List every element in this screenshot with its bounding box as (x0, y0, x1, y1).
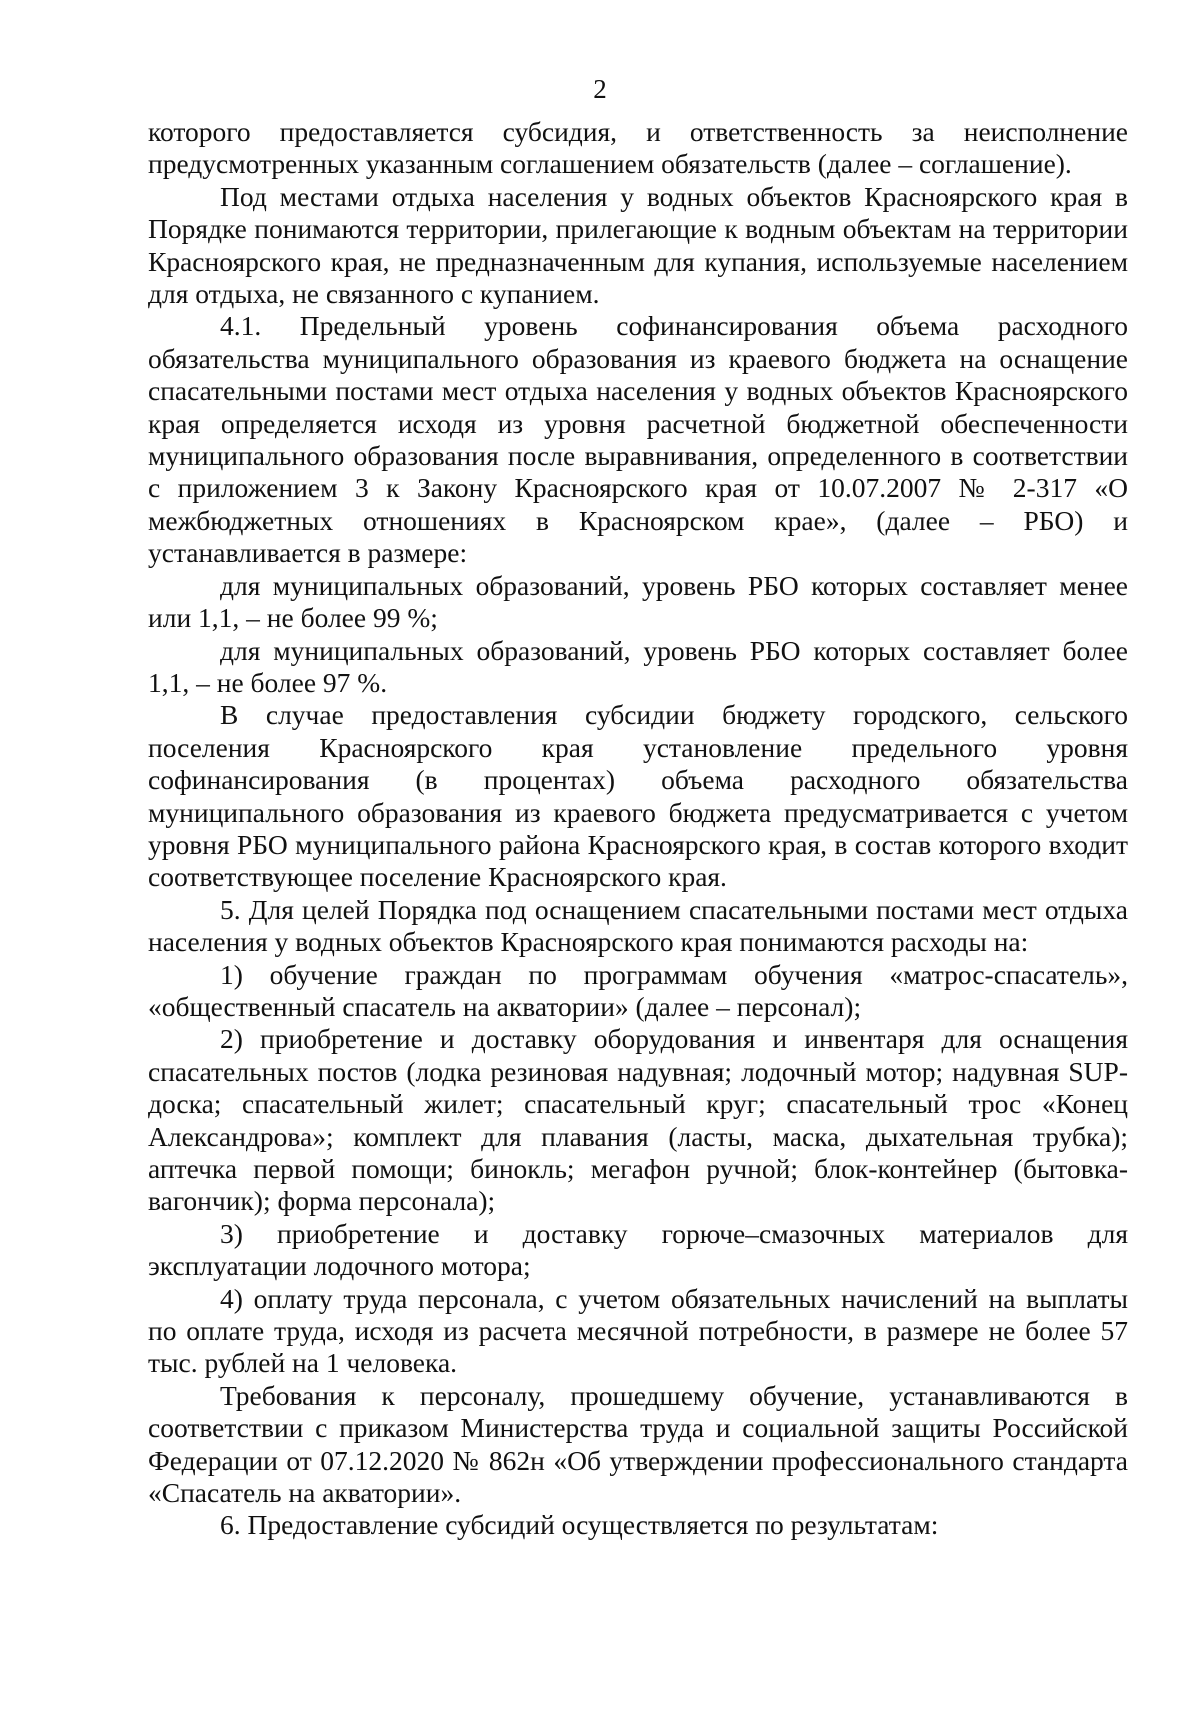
page-number: 2 (593, 74, 607, 104)
paragraph-4-1: 4.1. Предельный уровень софинансирования объема расходного обязательства муниципального образования из краевого бюджета на оснащение спасательными постами мест отдыха населения у водных объектов Красноярского края определяется исходя из уровня расчетной бюджетной обеспеченности муниципального образования после выравнивания, определенного в соответствии с приложением 3 к Закону Красноярского края от 10.07.2007 № 2-317 «О межбюджетных отношениях в Красноярском крае», (далее – РБО) и устанавливается в размере: (148, 310, 1128, 569)
list-item-4: 4) оплату труда персонала, с учетом обязательных начислений на выплаты по оплате труда, исходя из расчета месячной потребности, в размере не более 57 тыс. рублей на 1 человека. (148, 1282, 1128, 1379)
paragraph-settlement-case: В случае предоставления субсидии бюджету городского, сельского поселения Красноярского края установление предельного уровня софинансирования (в процентах) объема расходного обязательства муниципального образования из краевого бюджета предусматривается с учетом уровня РБО муниципального района Красноярского края, в состав которого входит соответствующее поселение Красноярского края. (148, 699, 1128, 893)
paragraph-6: 6. Предоставление субсидий осуществляется по результатам: (220, 1509, 939, 1541)
paragraph-rbo-below: для муниципальных образований, уровень РБО которых составляет менее или 1,1, – не более 99 %; (148, 569, 1128, 634)
list-item-2: 2) приобретение и доставку оборудования и инвентаря для оснащения спасательных постов (лодка резиновая надувная; лодочный мотор; надувная SUP-доска; спасательный жилет; спасательный круг; спасательный трос «Конец Александрова»; комплект для плавания (ласты, маска, дыхательная трубка); аптечка первой помощи; бинокль; мегафон ручной; блок-контейнер (бытовка-вагончик); форма персонала); (148, 1023, 1128, 1217)
list-item-3: 3) приобретение и доставку горюче–смазочных материалов для эксплуатации лодочного мотора; (148, 1217, 1128, 1282)
paragraph-5: 5. Для целей Порядка под оснащением спасательными постами мест отдыха населения у водных объектов Красноярского края понимаются расходы на: (148, 893, 1128, 958)
paragraph-continuation: которого предоставляется субсидия, и ответственность за неисполнение предусмотренных указанным соглашением обязательств (далее – соглашение). (148, 116, 1128, 180)
document-body (148, 116, 1128, 1542)
list-item-1: 1) обучение граждан по программам обучения «матрос-спасатель», «общественный спасатель на акватории» (далее – персонал); (148, 958, 1128, 1022)
paragraph-rbo-above: для муниципальных образований, уровень РБО которых составляет более 1,1, – не более 97 %. (148, 634, 1128, 698)
paragraph-rest-areas-definition: Под местами отдыха населения у водных объектов Красноярского края в Порядке понимаются территории, прилегающие к водным объектам на территории Красноярского края, не предназначенным для купания, используемые населением для отдыха, не связанного с купанием. (148, 180, 1128, 310)
paragraph-staff-requirements: Требования к персоналу, прошедшему обучение, устанавливаются в соответствии с приказом Министерства труда и социальной защиты Российской Федерации от 07.12.2020 № 862н «Об утверждении профессионального стандарта «Спасатель на акватории». (148, 1379, 1128, 1509)
